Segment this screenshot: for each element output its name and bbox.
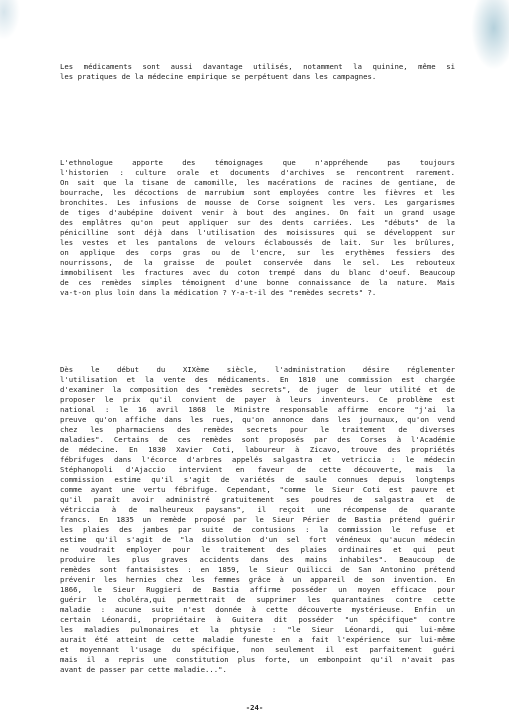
text-line: guérir le choléra,qui permettrait de supprimer les quarantaines contre cette bbox=[60, 595, 455, 604]
paragraph-administration bbox=[60, 365, 455, 675]
text-line: et moyennant l'usage du spécifique, non seulement il est parfaitement guéri bbox=[60, 645, 455, 654]
text-line: chez les pharmaciens des remèdes secrets pour le traitement de diverses bbox=[60, 425, 455, 434]
text-line: comme ayant une vertu fébrifuge. Cependant, "comme le Sieur Coti est pauvre et bbox=[60, 485, 455, 494]
text-line: ne voudrait employer pour le traitement des plaies ordinaires et qui peut bbox=[60, 545, 455, 554]
text-line: bronchites. Les infusions de mousse de Corse soignent les vers. Les gargarismes bbox=[60, 198, 455, 207]
text-line: les plaies des jambes par suite de contusions : la commission le refuse et bbox=[60, 525, 455, 534]
text-line: l'historien : culture orale et documents d'archives se rencontrent rarement. bbox=[60, 168, 455, 177]
text-line: Dès le début du XIXème siècle, l'administration désire réglementer bbox=[60, 365, 455, 374]
text-line: pénicilline sont déjà dans l'utilisation des moisissures qui se développent sur bbox=[60, 228, 455, 237]
text-line: certain Léonardi, propriétaire à Guitera dit posséder "un spécifique" contre bbox=[60, 615, 455, 624]
text-line: remèdes sont fantaisistes : en 1859, le Sieur Quilicci de San Antonino prétend bbox=[60, 565, 455, 574]
text-line: les maladies pulmonaires et la phtysie : "le Sieur Léonardi, qui lui-même bbox=[60, 625, 455, 634]
text-line: fébrifuges dans l'écorce d'arbres appelés salgastra et vetriccia : le médecin bbox=[60, 455, 455, 464]
text-line: qu'il paraît avoir administré gratuitement ses poudres de salgastra et de bbox=[60, 495, 455, 504]
text-line: proposer le prix qu'il convient de payer à leurs inventeurs. Ce problème est bbox=[60, 395, 455, 404]
paragraph-ethnologue bbox=[60, 158, 455, 298]
text-line: aurait été atteint de cette maladie funeste en a fait l'expérience sur lui-même bbox=[60, 635, 455, 644]
text-line: francs. En 1835 un remède proposé par le Sieur Périer de Bastia prétend guérir bbox=[60, 515, 455, 524]
text-line: avant de passer par cette maladie...". bbox=[60, 665, 227, 674]
text-line: national : le 16 avril 1868 le Ministre responsable affirme encore "j'ai la bbox=[60, 405, 455, 414]
text-line: des emplâtres qu'on peut appliquer sur des dents carriées. Les "débuts" de la bbox=[60, 218, 455, 227]
text-line: va-t-on plus loin dans la médication ? Y-a-t-il des "remèdes secrets" ?. bbox=[60, 288, 377, 297]
text-line: on applique des corps gras ou de l'encre, sur les erythèmes fessiers des bbox=[60, 248, 455, 257]
text-line: vétriccia à de malheureux paysans", il reçoit une récompense de quarante bbox=[60, 505, 455, 514]
text-line: d'examiner la composition des "remèdes secrets", de juger de leur utilité et de bbox=[60, 385, 455, 394]
paper-stain bbox=[471, 0, 509, 70]
text-line: estime qu'il s'agit de "la dissolution d'un sel fort vénéneux qu'aucun médecin bbox=[60, 535, 455, 544]
text-line: les vestes et les pantalons de velours éclaboussés de lait. Sur les brûlures, bbox=[60, 238, 455, 247]
text-line: Stéphanopoli d'Ajaccio intervient en faveur de cette découverte, mais la bbox=[60, 465, 455, 474]
text-line: bourrache, les décoctions de marrubium sont employées contre les fièvres et les bbox=[60, 188, 455, 197]
page-number: -24- bbox=[245, 703, 264, 712]
text-line: de ces remèdes simples témoignent d'une bonne connaissance de la nature. Mais bbox=[60, 278, 455, 287]
text-line: maladies". Certains de ces remèdes sont proposés par des Corses à l'Académie bbox=[60, 435, 455, 444]
paper-stain-left bbox=[0, 0, 20, 40]
text-line: prévenir les hernies chez les femmes grâce à un appareil de son invention. En bbox=[60, 575, 455, 584]
text-line: preuve qu'on affiche dans les rues, qu'on annonce dans les journaux, qu'on vend bbox=[60, 415, 455, 424]
text-line: immobilisent les fractures avec du coton trempé dans du blanc d'oeuf. Beaucoup bbox=[60, 268, 455, 277]
text-line: L'ethnologue apporte des témoignages que n'appréhende pas toujours bbox=[60, 158, 455, 167]
text-line: On sait que la tisane de camomille, les macérations de racines de gentiane, de bbox=[60, 178, 455, 187]
text-line: commission estime qu'il s'agit de variétés de saule connues depuis longtemps bbox=[60, 475, 455, 484]
text-line: de médecine. En 1830 Xavier Coti, laboureur à Zicavo, trouve des propriétés bbox=[60, 445, 455, 454]
text-line: les pratiques de la médecine empirique se perpétuent dans les campagnes. bbox=[60, 72, 377, 81]
text-line: 1866, le Sieur Ruggieri de Bastia affirme posséder un moyen efficace pour bbox=[60, 585, 455, 594]
text-line: Les médicaments sont aussi davantage utilisés, notamment la quinine, même si bbox=[60, 62, 455, 71]
text-line: produire les plus graves accidents dans des mains inhabiles". Beaucoup de bbox=[60, 555, 455, 564]
text-line: de tiges d'aubépine doivent venir à bout des angines. On fait un grand usage bbox=[60, 208, 455, 217]
text-line: mais il a repris une constitution plus forte, un embonpoint qu'il n'avait pas bbox=[60, 655, 455, 664]
text-line: maladie : aucune suite n'est donnée à cette découverte mystérieuse. Enfin un bbox=[60, 605, 455, 614]
text-line: l'utilisation et la vente des médicaments. En 1810 une commission est chargée bbox=[60, 375, 455, 384]
paragraph-medicaments bbox=[60, 62, 455, 82]
text-line: nourrissons, de la graisse de poulet conservée dans le sel. Les rebouteux bbox=[60, 258, 455, 267]
